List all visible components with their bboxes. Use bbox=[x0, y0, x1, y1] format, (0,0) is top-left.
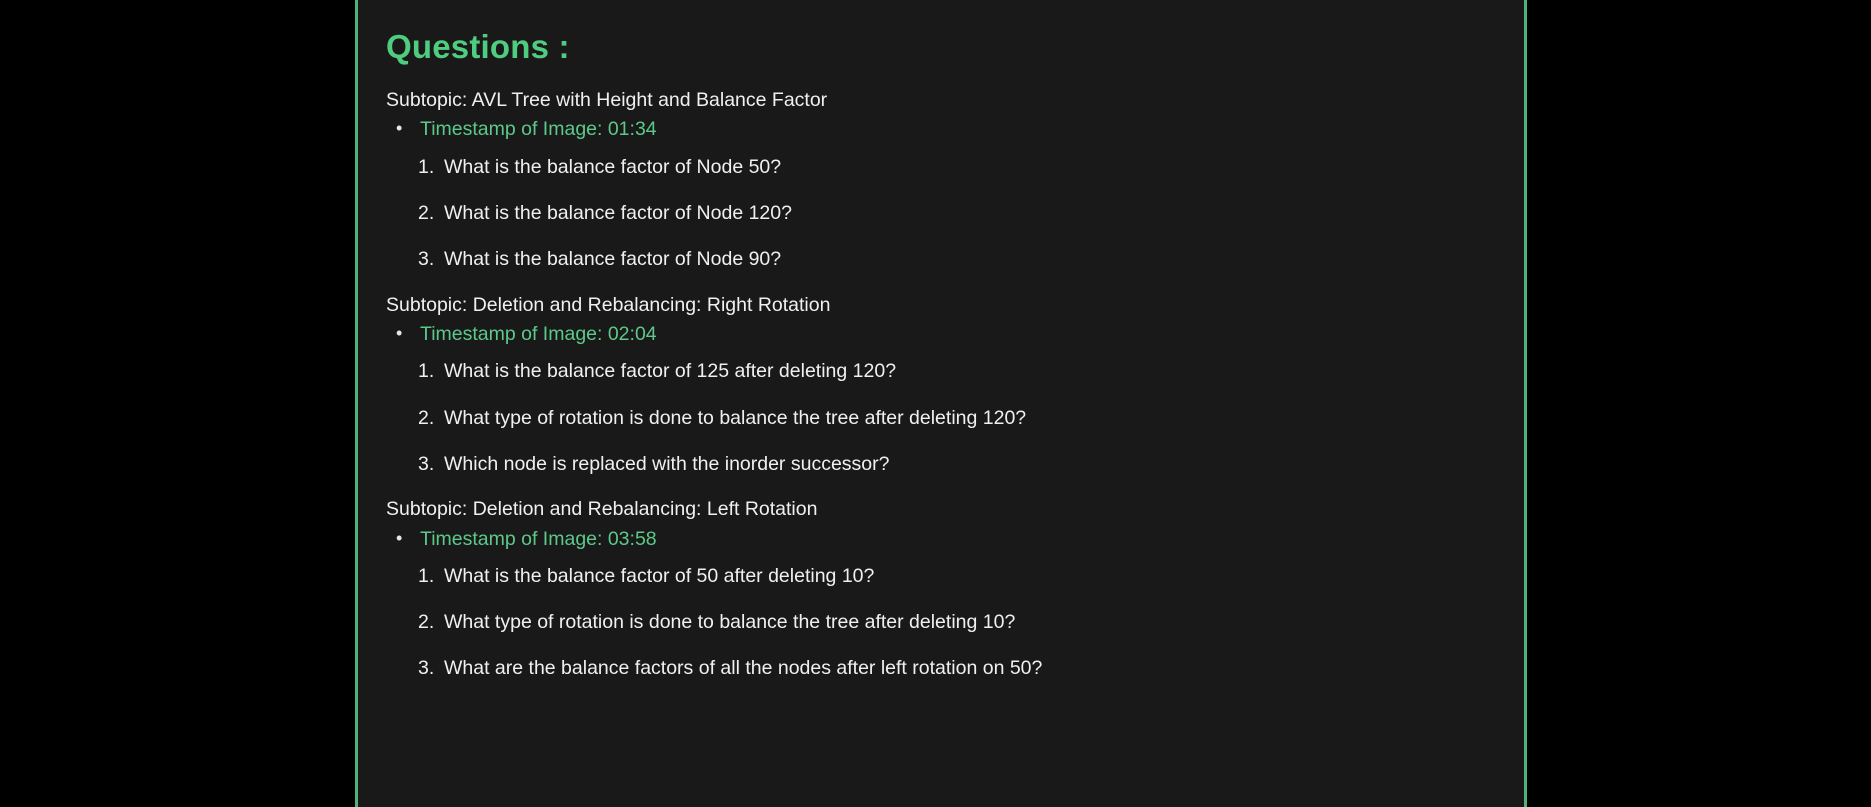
question-text: What are the balance factors of all the nodes after left rotation on 50? bbox=[444, 657, 1043, 680]
bullet-icon: • bbox=[396, 118, 403, 139]
question-number: 2. bbox=[418, 201, 435, 224]
question-text: Which node is replaced with the inorder successor? bbox=[444, 452, 890, 475]
question-text: What is the balance factor of 50 after deleting 10? bbox=[444, 564, 875, 587]
list-item bbox=[386, 405, 1484, 431]
list-item bbox=[386, 655, 1484, 681]
question-text: What is the balance factor of 125 after deleting 120? bbox=[444, 360, 897, 383]
question-block bbox=[386, 293, 1484, 478]
question-list bbox=[386, 358, 1484, 477]
list-item bbox=[386, 200, 1484, 226]
list-item bbox=[386, 154, 1484, 180]
question-text: What is the balance factor of Node 90? bbox=[444, 248, 782, 271]
list-item bbox=[386, 246, 1484, 272]
list-item bbox=[386, 609, 1484, 635]
questions-content bbox=[358, 0, 1524, 682]
question-text: What is the balance factor of Node 120? bbox=[444, 201, 792, 224]
question-number: 3. bbox=[418, 452, 435, 475]
timestamp-row bbox=[386, 116, 1484, 143]
list-item bbox=[386, 358, 1484, 384]
question-number: 3. bbox=[418, 657, 435, 680]
timestamp-label: Timestamp of Image: 03:58 bbox=[420, 527, 657, 550]
question-list bbox=[386, 563, 1484, 682]
question-number: 3. bbox=[418, 248, 435, 271]
timestamp-row bbox=[386, 526, 1484, 553]
list-item bbox=[386, 563, 1484, 589]
timestamp-row bbox=[386, 321, 1484, 348]
question-number: 2. bbox=[418, 611, 435, 634]
subtopic-label: Subtopic: Deletion and Rebalancing: Right Rotation bbox=[386, 293, 831, 316]
question-block bbox=[386, 497, 1484, 682]
question-list bbox=[386, 154, 1484, 273]
question-block bbox=[386, 88, 1484, 273]
bullet-icon: • bbox=[396, 527, 403, 548]
questions-panel bbox=[355, 0, 1527, 807]
question-number: 1. bbox=[418, 155, 435, 178]
question-text: What type of rotation is done to balance the tree after deleting 120? bbox=[444, 406, 1027, 429]
page-title: Questions : bbox=[386, 28, 570, 65]
timestamp-label: Timestamp of Image: 02:04 bbox=[420, 322, 657, 345]
question-number: 1. bbox=[418, 564, 435, 587]
subtopic-label: Subtopic: Deletion and Rebalancing: Left Rotation bbox=[386, 498, 818, 521]
question-number: 1. bbox=[418, 360, 435, 383]
list-item bbox=[386, 451, 1484, 477]
subtopic-label: Subtopic: AVL Tree with Height and Balance Factor bbox=[386, 89, 828, 111]
bullet-icon: • bbox=[396, 322, 403, 343]
timestamp-label: Timestamp of Image: 01:34 bbox=[420, 118, 657, 141]
question-number: 2. bbox=[418, 406, 435, 429]
question-text: What is the balance factor of Node 50? bbox=[444, 155, 782, 178]
question-text: What type of rotation is done to balance the tree after deleting 10? bbox=[444, 611, 1016, 634]
